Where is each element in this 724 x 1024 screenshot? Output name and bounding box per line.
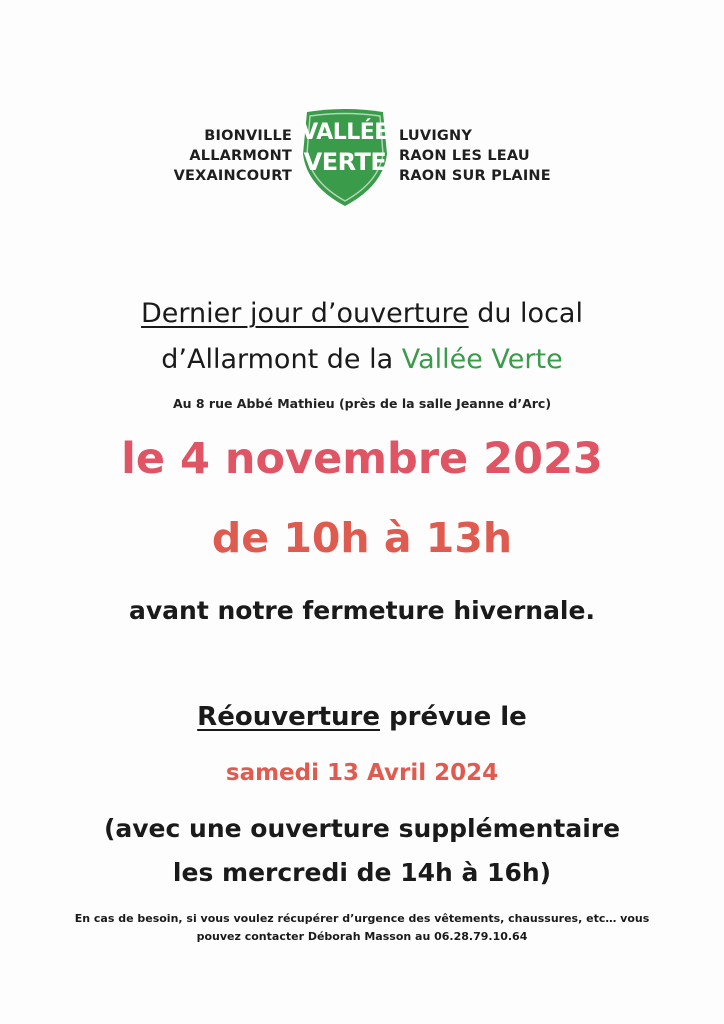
announcement-line-1 [0, 298, 724, 329]
header [0, 108, 724, 212]
vallee-verte-logo [297, 108, 393, 208]
closing-note: avant notre fermeture hivernale. [129, 596, 595, 625]
village-name: VEXAINCOURT [173, 168, 292, 184]
reopening-date: samedi 13 Avril 2024 [225, 760, 499, 786]
village-name: ALLARMONT [189, 148, 292, 164]
contact-line-1: En cas de besoin, si vous voulez récupérer d’urgence des vêtements, chaussures, etc… vous [74, 912, 650, 925]
extra-opening-line-2: les mercredi de 14h à 16h) [172, 858, 552, 887]
reopening-heading [0, 702, 724, 732]
announcement-line-1-rest: du local [468, 298, 583, 329]
village-name: LUVIGNY [399, 128, 473, 144]
contact-line-2: pouvez contacter Déborah Masson au 06.28.79.10.64 [196, 930, 528, 943]
extra-opening-line-1: (avec une ouverture supplémentaire [103, 814, 621, 843]
villages-left [174, 126, 292, 186]
vallee-verte-text: Vallée Verte [401, 344, 563, 375]
reopening-label-rest: prévue le [380, 702, 527, 732]
village-name: RAON SUR PLAINE [399, 168, 551, 184]
closing-date: le 4 novembre 2023 [121, 434, 603, 484]
address: Au 8 rue Abbé Mathieu (près de la salle Jeanne d’Arc) [172, 396, 552, 411]
last-day-heading: Dernier jour d’ouverture [141, 298, 469, 329]
logo-line-1: VALLÉE [301, 120, 389, 145]
villages-right [399, 126, 551, 186]
reopening-label: Réouverture [197, 702, 380, 732]
village-name: RAON LES LEAU [399, 148, 530, 164]
opening-hours: de 10h à 13h [211, 514, 513, 562]
logo-line-2: VERTE [303, 148, 387, 176]
announcement-line-2 [0, 344, 724, 375]
announcement-line-2-start: d’Allarmont de la [161, 344, 402, 375]
village-name: BIONVILLE [204, 128, 292, 144]
